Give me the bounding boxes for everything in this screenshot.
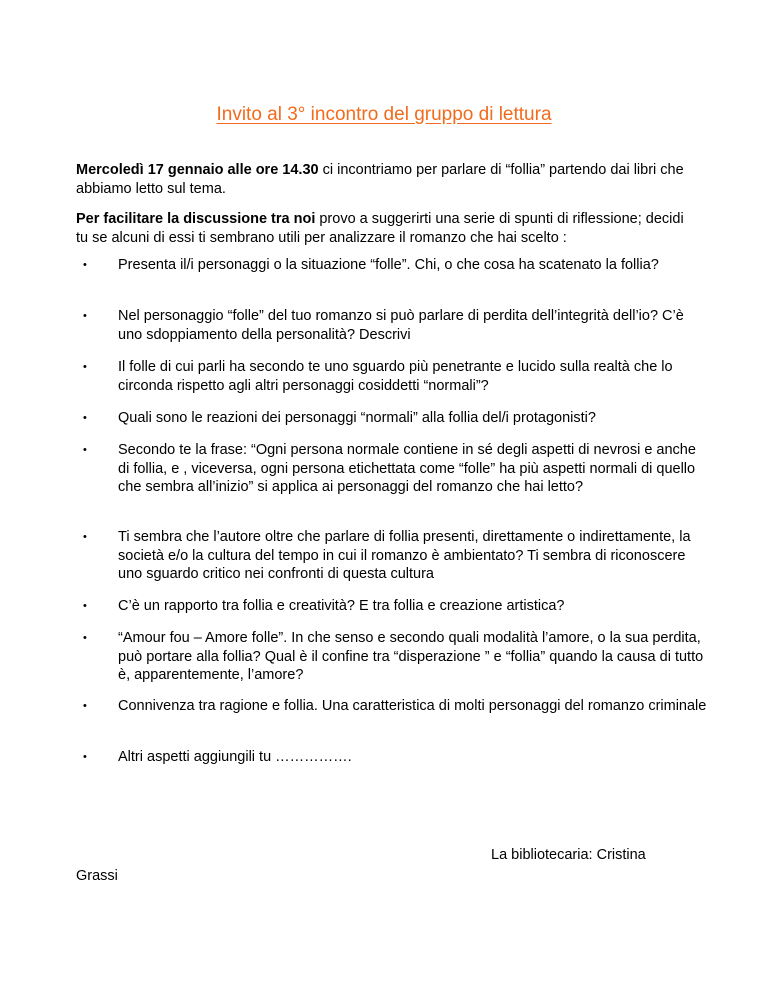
- list-item-text: Presenta il/i personaggi o la situazione “folle”. Chi, o che cosa ha scatenato la follia?: [118, 257, 659, 273]
- list-item: [83, 528, 708, 584]
- list-item: [83, 256, 708, 275]
- intro-text: ci incontriamo per parlare di “follia” partendo dai libri che abbiamo letto sul tema.: [76, 162, 684, 197]
- list-item: [83, 358, 708, 395]
- meeting-date: Mercoledì 17 gennaio alle ore 14.30: [76, 162, 319, 178]
- bullet-icon: •: [83, 259, 87, 271]
- list-item: [83, 697, 708, 716]
- list-item: [83, 409, 708, 428]
- list-item-text: “Amour fou – Amore folle”. In che senso e secondo quali modalità l’amore, o la sua perdita, può portare alla follia? Qual è il confine tra “disperazione ” e “follia” quando la causa di tutto è, apparentemente, l’amore?: [118, 630, 704, 683]
- list-item-text: Secondo te la frase: “Ogni persona normale contiene in sé degli aspetti di nevrosi e anche di follia, e , viceversa, ogni persona etichettata come “folle” ha più aspetti normali di quello che sembra all’inizio” si applica ai personaggi del romanzo che hai letto?: [118, 442, 696, 495]
- page-title: Invito al 3° incontro del gruppo di lettura: [216, 104, 552, 125]
- bullet-icon: •: [83, 700, 87, 712]
- bullet-icon: •: [83, 751, 87, 763]
- bullet-icon: •: [83, 310, 87, 322]
- list-item: [83, 441, 708, 497]
- list-item-text: C’è un rapporto tra follia e creatività? E tra follia e creazione artistica?: [118, 598, 565, 614]
- bullet-icon: •: [83, 600, 87, 612]
- list-item: [83, 629, 708, 685]
- signature-line: La bibliotecaria: Cristina: [491, 847, 646, 863]
- list-item-text: Nel personaggio “folle” del tuo romanzo si può parlare di perdita dell’integrità dell’io? C’è uno sdoppiamento della personalità? Descrivi: [118, 308, 684, 343]
- bullet-icon: •: [83, 361, 87, 373]
- list-item: [83, 748, 708, 767]
- bullet-icon: •: [83, 531, 87, 543]
- list-item-text: Quali sono le reazioni dei personaggi “normali” alla follia del/i protagonisti?: [118, 410, 596, 426]
- list-item-text: Ti sembra che l’autore oltre che parlare di follia presenti, direttamente o indirettamente, la società e/o la cultura del tempo in cui il romanzo è ambientato? Ti sembra di riconoscere uno sguardo critico nei confronti di questa cultura: [118, 529, 691, 582]
- list-item: [83, 307, 708, 344]
- discussion-text: provo a suggerirti una serie di spunti di riflessione; decidi tu se alcuni di essi ti sembrano utili per analizzare il romanzo che hai scelto :: [76, 211, 684, 246]
- list-item-text: Connivenza tra ragione e follia. Una caratteristica di molti personaggi del romanzo criminale: [118, 698, 707, 714]
- signature-surname: Grassi: [76, 868, 118, 884]
- bullet-icon: •: [83, 412, 87, 424]
- list-item-text: Altri aspetti aggiungili tu …………….: [118, 749, 352, 765]
- bullet-icon: •: [83, 444, 87, 456]
- discussion-lead: Per facilitare la discussione tra noi: [76, 211, 316, 227]
- list-item: [83, 597, 708, 616]
- bullet-icon: •: [83, 632, 87, 644]
- list-item-text: Il folle di cui parli ha secondo te uno sguardo più penetrante e lucido sulla realtà che lo circonda rispetto agli altri personaggi cosiddetti “normali”?: [118, 359, 673, 394]
